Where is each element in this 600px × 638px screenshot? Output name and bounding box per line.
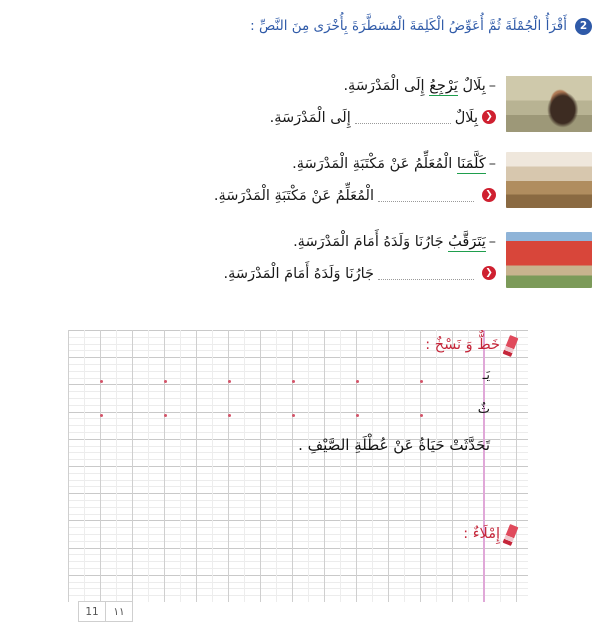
practice-guide-dot xyxy=(420,380,423,383)
notebook-rule-line xyxy=(68,507,528,508)
notebook-rule-line xyxy=(68,330,528,331)
arrow-marker-icon: ❮ xyxy=(482,110,496,124)
notebook-rule-line xyxy=(68,568,528,569)
arrow-marker-icon: ❮ xyxy=(482,266,496,280)
notebook-rule-line xyxy=(68,432,528,433)
practice-guide-dot xyxy=(164,380,167,383)
notebook-column-line xyxy=(452,330,453,602)
school-building-with-children-photo xyxy=(506,232,592,288)
notebook-column-line xyxy=(196,330,197,602)
notebook-rule-line xyxy=(68,405,528,406)
underlined-word: يَرْجِعُ xyxy=(429,78,458,94)
notebook-rule-line xyxy=(68,500,528,501)
practice-guide-dot xyxy=(228,414,231,417)
answer-suffix: الْمُعَلِّمُ عَنْ مَكْتَبَةِ الْمَدْرَسَةِ. xyxy=(213,188,374,204)
model-prefix: بِلَالٌ xyxy=(457,78,486,94)
practice-guide-dot xyxy=(356,380,359,383)
notebook-column-line xyxy=(164,330,165,602)
model-sentence xyxy=(0,234,496,250)
notebook-rule-line xyxy=(68,514,528,515)
notebook-rule-line xyxy=(68,473,528,474)
notebook-column-line xyxy=(212,330,213,602)
notebook-rule-line xyxy=(68,357,528,358)
student-in-classroom-photo xyxy=(506,76,592,132)
exercise-group xyxy=(0,72,600,150)
exercise-instruction: أَقْرَأُ الْجُمْلَةَ ثُمَّ أُعَوِّضُ الْكَلِمَةَ الْمُسَطَّرَةَ بِأُخْرَى مِنَ النَّصِّ : xyxy=(250,18,567,34)
answer-blank[interactable] xyxy=(355,112,451,124)
notebook-rule-line xyxy=(68,371,528,372)
notebook-column-line xyxy=(420,330,421,602)
notebook-column-line xyxy=(388,330,389,602)
answer-blank[interactable] xyxy=(378,190,474,202)
notebook-rule-line xyxy=(68,459,528,460)
practice-guide-dot xyxy=(228,380,231,383)
dash-marker: – xyxy=(488,78,496,94)
model-sentence xyxy=(0,156,496,172)
practice-guide-dot xyxy=(100,414,103,417)
notebook-rule-line xyxy=(68,575,528,576)
notebook-rule-line xyxy=(68,541,528,542)
notebook-column-line xyxy=(260,330,261,602)
notebook-rule-line xyxy=(68,480,528,481)
practice-letter-second: ثٌ xyxy=(477,402,490,417)
notebook-rule-line xyxy=(68,493,528,494)
page-number xyxy=(78,601,133,622)
notebook-rule-line xyxy=(68,398,528,399)
notebook-column-line xyxy=(436,330,437,602)
notebook-rule-line xyxy=(68,561,528,562)
practice-letter-first: يَـ xyxy=(482,368,490,383)
model-sentence xyxy=(0,78,496,94)
dash-marker: – xyxy=(488,234,496,250)
dictation-section-title: إِمْلَاءٌ : xyxy=(463,526,500,542)
notebook-column-line xyxy=(180,330,181,602)
notebook-writing-area xyxy=(68,330,528,602)
notebook-column-line xyxy=(244,330,245,602)
notebook-column-line xyxy=(148,330,149,602)
answer-sentence xyxy=(0,266,496,282)
notebook-rule-line xyxy=(68,554,528,555)
notebook-column-line xyxy=(100,330,101,602)
answer-blank[interactable] xyxy=(378,268,474,280)
practice-guide-dot xyxy=(420,414,423,417)
dash-marker: – xyxy=(488,156,496,172)
exercise-groups xyxy=(0,72,600,306)
underlined-word: كَلَّمَنَا xyxy=(456,156,486,172)
answer-prefix: بِلَالٌ xyxy=(454,110,478,126)
notebook-rule-line xyxy=(68,412,528,413)
notebook-column-line xyxy=(404,330,405,602)
model-suffix: جَارُنَا وَلَدَهُ أَمَامَ الْمَدْرَسَةِ. xyxy=(293,234,449,250)
notebook-column-line xyxy=(468,330,469,602)
notebook-rule-line xyxy=(68,534,528,535)
answer-sentence xyxy=(0,188,496,204)
notebook-rule-line xyxy=(68,595,528,596)
exercise-group xyxy=(0,150,600,228)
practice-guide-dot xyxy=(100,380,103,383)
answer-suffix: إِلَى الْمَدْرَسَةِ. xyxy=(269,110,351,126)
practice-guide-dot xyxy=(292,414,295,417)
answer-sentence xyxy=(0,110,496,126)
notebook-column-line xyxy=(84,330,85,602)
arrow-marker-icon: ❮ xyxy=(482,188,496,202)
notebook-rule-line xyxy=(68,384,528,385)
notebook-column-line xyxy=(372,330,373,602)
notebook-column-line xyxy=(324,330,325,602)
notebook-rule-line xyxy=(68,527,528,528)
notebook-rule-line xyxy=(68,466,528,467)
answer-suffix: جَارُنَا وَلَدَهُ أَمَامَ الْمَدْرَسَةِ. xyxy=(223,266,374,282)
notebook-rule-line xyxy=(68,418,528,419)
notebook-rule-line xyxy=(68,391,528,392)
notebook-rule-line xyxy=(68,486,528,487)
practice-guide-dot xyxy=(164,414,167,417)
copy-sentence: تَحَدَّثَتْ حَيَاةُ عَنْ عُطْلَةِ الصَّيْفِ . xyxy=(298,436,490,454)
practice-guide-dot xyxy=(292,380,295,383)
notebook-rule-line xyxy=(68,520,528,521)
handwriting-section-title: خَطٌّ وَ نَسْخٌ : xyxy=(425,337,500,353)
exercise-number-badge: 2 xyxy=(575,18,592,35)
model-suffix: إِلَى الْمَدْرَسَةِ. xyxy=(343,78,430,94)
notebook-column-line xyxy=(516,330,517,602)
notebook-rule-line xyxy=(68,425,528,426)
notebook-column-line xyxy=(308,330,309,602)
underlined-word: يَتَرَقَّبُ xyxy=(448,234,486,250)
notebook-column-line xyxy=(356,330,357,602)
notebook-column-line xyxy=(132,330,133,602)
notebook-column-line xyxy=(276,330,277,602)
notebook-rule-line xyxy=(68,378,528,379)
page-number-arabic: ١١ xyxy=(105,602,132,621)
notebook-rule-line xyxy=(68,364,528,365)
notebook-column-line xyxy=(500,330,501,602)
notebook-column-line xyxy=(116,330,117,602)
page-number-western: 11 xyxy=(85,605,99,618)
notebook-column-line xyxy=(292,330,293,602)
notebook-column-line xyxy=(228,330,229,602)
notebook-rule-line xyxy=(68,548,528,549)
exercise-group xyxy=(0,228,600,306)
notebook-rule-line xyxy=(68,582,528,583)
notebook-column-line xyxy=(340,330,341,602)
school-library-photo xyxy=(506,152,592,208)
practice-guide-dot xyxy=(356,414,359,417)
notebook-column-line xyxy=(68,330,69,602)
model-suffix: الْمُعَلِّمُ عَنْ مَكْتَبَةِ الْمَدْرَسَةِ. xyxy=(292,156,457,172)
notebook-rule-line xyxy=(68,588,528,589)
